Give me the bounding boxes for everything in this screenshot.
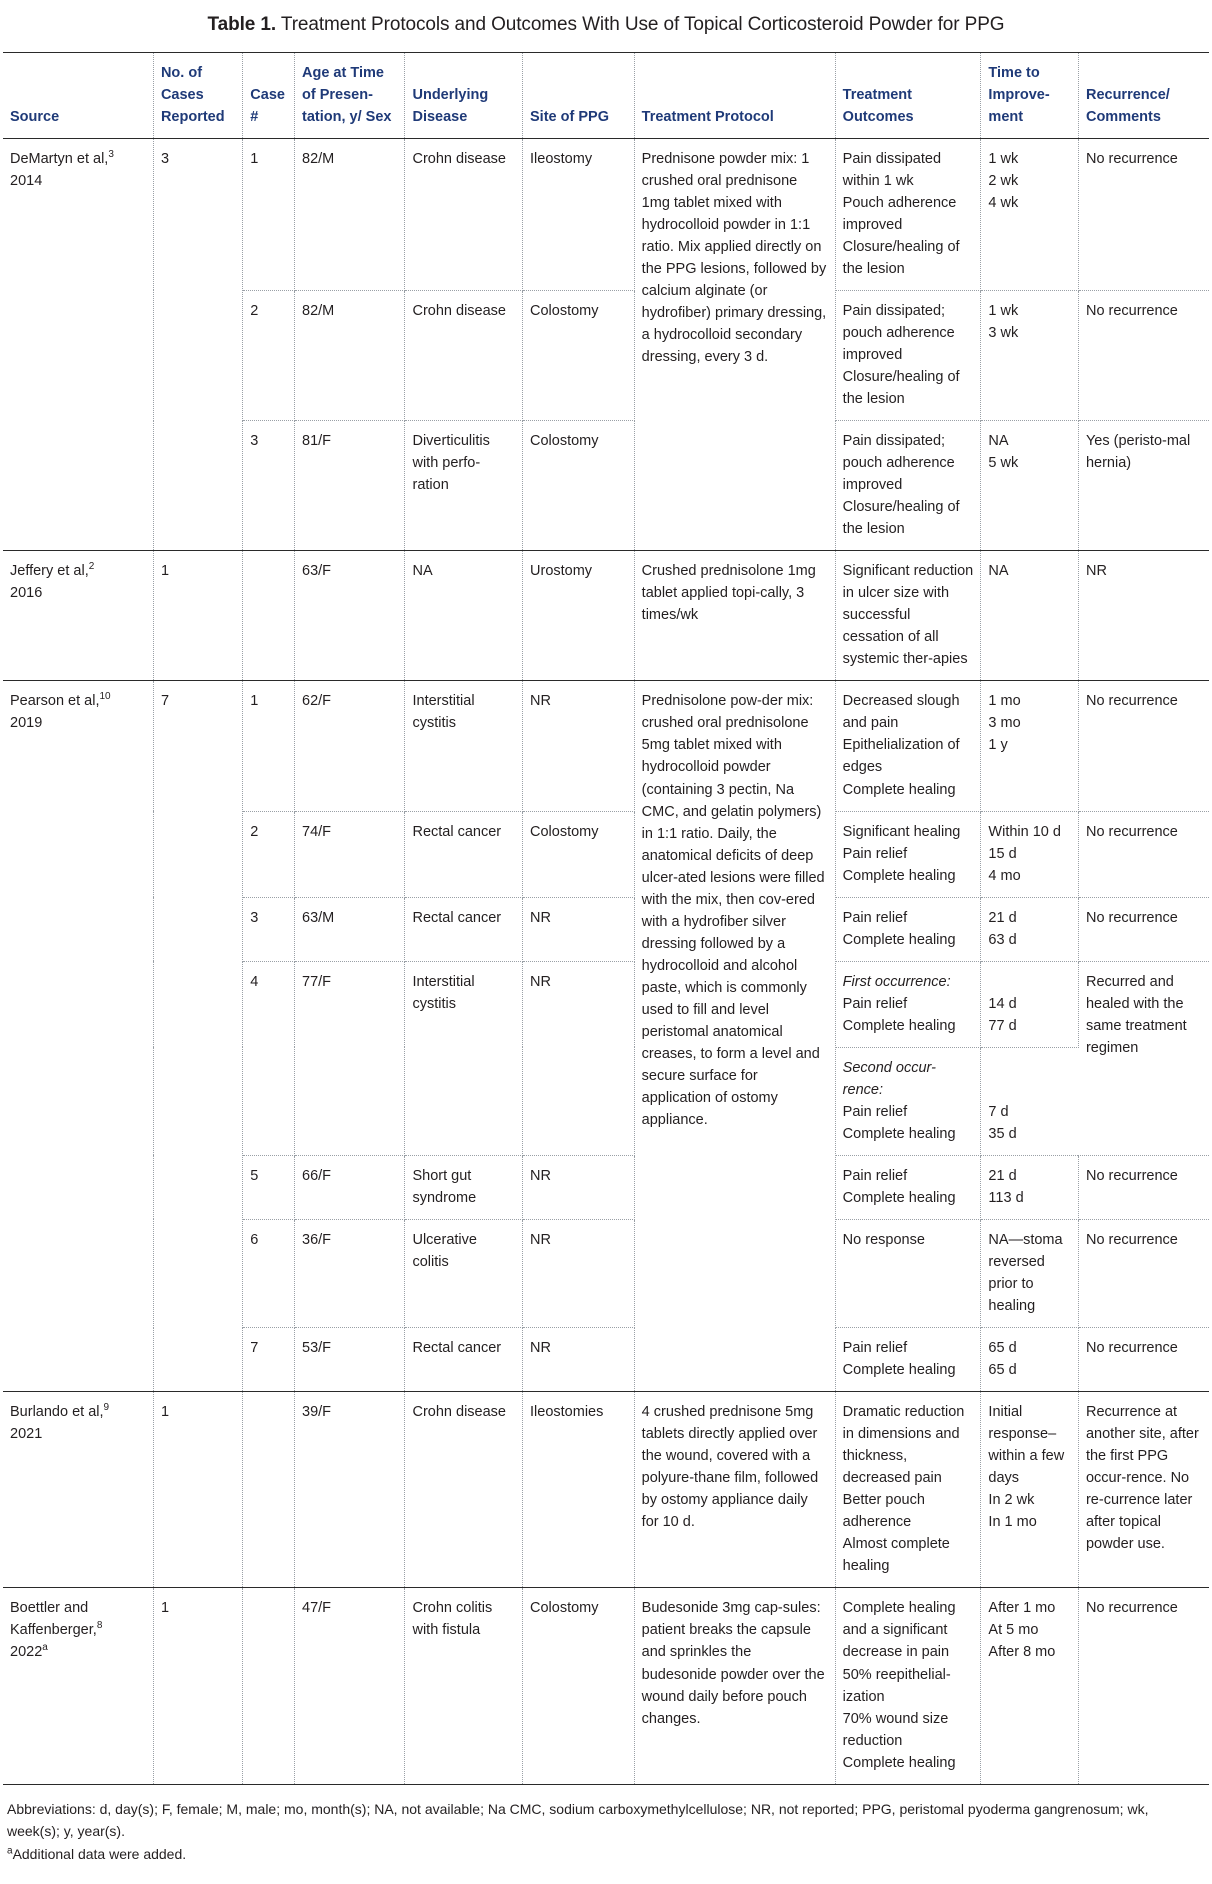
outcome-line: Complete healing (842, 1362, 956, 1379)
col-header-protocol: Treatment Protocol (634, 53, 835, 139)
case-number-value: 6 (250, 1231, 259, 1248)
cell-disease (405, 421, 523, 551)
time-line: After 8 mo (988, 1644, 1056, 1661)
table-row (3, 138, 1209, 290)
time-line: 113 d (988, 1189, 1024, 1206)
time-line: NA (988, 433, 1009, 450)
cell-case-number (243, 290, 295, 420)
time-line: 63 d (988, 931, 1017, 948)
source-reference: 10 (99, 691, 111, 703)
table-row (3, 1588, 1209, 1784)
cell-time (981, 1047, 1079, 1155)
source-name: DeMartyn et al,$^3$ (10, 148, 114, 167)
case-number-value: 1 (250, 150, 259, 167)
time-line: In 1 mo (988, 1514, 1037, 1531)
site-value: Ileostomy (530, 150, 593, 167)
disease-value: Rectal cancer (412, 909, 502, 926)
abbreviations-note: Abbreviations: d, day(s); F, female; M, male; mo, month(s); NA, not available; Na CMC, sodium carboxymethylcellulose; NR, not reported; PPG, peristomal pyoderma gangrenosum; wk, week(s); y, year(s). (7, 1800, 1149, 1840)
outcome-line: Pain dissipated within 1 wk (842, 150, 942, 189)
cell-disease (405, 1392, 523, 1588)
cell-no-cases (153, 1392, 242, 1588)
outcome-line: Pain relief (842, 1103, 908, 1120)
source-year-marker: a (42, 1642, 48, 1654)
cell-age-sex (295, 421, 405, 551)
cell-no-cases (153, 681, 242, 1392)
site-value: NR (530, 1167, 551, 1184)
cell-age-sex (295, 897, 405, 961)
case-number-value: 2 (250, 823, 259, 840)
source-reference: 9 (103, 1402, 110, 1414)
treatment-protocols-table (3, 53, 1209, 1784)
time-line: 1 wk (988, 302, 1019, 319)
source-year: 2021 (10, 1426, 43, 1443)
cell-case-number (243, 1155, 295, 1219)
cell-case-number (243, 551, 295, 681)
cell-time (981, 681, 1079, 811)
site-value: Colostomy (530, 1600, 599, 1617)
recurrence-value: No recurrence (1085, 823, 1178, 840)
cell-site (523, 811, 635, 897)
source-reference: 8 (96, 1620, 103, 1632)
table-body (3, 138, 1209, 1783)
cell-source (3, 681, 153, 1392)
outcome-line: Pain dissipated; pouch adherence improved (842, 433, 955, 494)
outcome-line: Pain relief (842, 909, 908, 926)
table-row (3, 681, 1209, 811)
disease-value: Rectal cancer (412, 1340, 502, 1357)
col-header-outcomes: Treatment Outcomes (835, 53, 981, 139)
outcome-line: 70% wound size reduction (842, 1710, 949, 1749)
recurrence-value: Yes (peristo-mal hernia) (1085, 433, 1191, 472)
cell-age-sex (295, 1588, 405, 1784)
time-line: 2 wk (988, 172, 1019, 189)
cell-site (523, 961, 635, 1155)
cell-outcomes (835, 290, 981, 420)
protocol-text: 4 crushed prednisone 5mg tablets directly applied over the wound, covered with a polyure-thane film, followed by ostomy appliance daily for 10 d. (641, 1404, 819, 1531)
outcome-line: Almost complete healing (842, 1536, 950, 1575)
no-cases-value: 1 (160, 1404, 170, 1421)
cell-case-number (243, 681, 295, 811)
outcome-line: Complete healing (842, 1189, 956, 1206)
age-sex-value: 39/F (302, 1404, 332, 1421)
cell-outcomes (835, 1155, 981, 1219)
col-header-disease: Underlying Disease (405, 53, 523, 139)
cell-time (981, 421, 1079, 551)
cell-protocol (634, 551, 835, 681)
outcome-line: Complete healing (842, 1754, 956, 1771)
site-value: NR (530, 693, 551, 710)
col-header-recurrence: Recurrence/ Comments (1085, 86, 1170, 125)
cell-site (523, 1219, 635, 1327)
time-line: 3 mo (988, 715, 1021, 732)
time-spacer (988, 1057, 1071, 1101)
cell-site (523, 1392, 635, 1588)
no-cases-value: 7 (160, 693, 170, 710)
col-header-no-cases: No. of Cases Reported (153, 53, 242, 139)
cell-site (523, 290, 635, 420)
cell-age-sex (295, 290, 405, 420)
protocol-text: Prednisone powder mix: 1 crushed oral prednisone 1mg tablet mixed with hydrocolloid powder in 1:1 ratio. Mix applied directly on the PPG lesions, followed by calcium alginate (or hydrofiber) primary dressing, a hydrocolloid secondary dressing, every 3 d. (641, 150, 827, 366)
cell-protocol (634, 1392, 835, 1588)
cell-recurrence (1078, 290, 1209, 420)
time-line: 4 mo (988, 867, 1021, 884)
cell-time (981, 138, 1079, 290)
cell-time (981, 290, 1079, 420)
cell-outcomes (835, 1219, 981, 1327)
cell-age-sex (295, 681, 405, 811)
cell-protocol (634, 681, 835, 1392)
cell-outcomes (835, 811, 981, 897)
table-title (0, 0, 1212, 52)
time-line: 1 y (988, 737, 1008, 754)
recurrence-value: No recurrence (1085, 693, 1178, 710)
time-line: In 2 wk (988, 1492, 1035, 1509)
age-sex-value: 62/F (302, 693, 332, 710)
protocol-text: Prednisolone pow-der mix: crushed oral prednisolone 5mg tablet mixed with hydrocolloid powder (containing 3 pectin, Na CMC, and gelatin polymers) in 1:1 ratio. Daily, the anatomical deficits of deep ulcer-ated lesions were filled with the mix, then cov-ered with a hydrofiber silver dressing followed by a hydrocolloid and alcohol paste, which is commonly used to fill and level peristomal anatomical creases, to form a level and secure surface for application of ostomy appliance. (641, 693, 825, 1128)
outcome-line: Complete healing (842, 781, 956, 798)
cell-disease (405, 138, 523, 290)
cell-site (523, 897, 635, 961)
source-year: 2019 (10, 715, 43, 732)
cell-no-cases (153, 138, 242, 551)
cell-disease (405, 1155, 523, 1219)
cell-disease (405, 897, 523, 961)
occurrence-label: First occurrence: (842, 973, 951, 990)
case-number-value: 5 (250, 1167, 259, 1184)
outcome-line: Epithelialization of edges (842, 737, 960, 776)
time-line: 7 d (988, 1103, 1009, 1120)
disease-value: Interstitial cystitis (412, 693, 475, 732)
col-header-site: Site of PPG (523, 53, 635, 139)
age-sex-value: 77/F (302, 973, 332, 990)
no-cases-value: 3 (160, 150, 170, 167)
cell-site (523, 421, 635, 551)
site-value: NR (530, 1340, 551, 1357)
source-name: Boettler and Kaffenberger,$^8$ (10, 1600, 103, 1639)
cell-case-number (243, 421, 295, 551)
cell-case-number (243, 811, 295, 897)
site-value: Ileostomies (530, 1404, 604, 1421)
recurrence-value: NR (1085, 563, 1107, 580)
cell-case-number (243, 1588, 295, 1784)
cell-recurrence (1078, 138, 1209, 290)
time-line: Initial response–within a few days (988, 1404, 1065, 1487)
cell-time (981, 1219, 1079, 1327)
cell-age-sex (295, 1155, 405, 1219)
outcome-line: Pouch adherence improved (842, 194, 957, 233)
cell-source (3, 1588, 153, 1784)
age-sex-value: 82/M (302, 302, 335, 319)
cell-no-cases (153, 1588, 242, 1784)
recurrence-value: No recurrence (1085, 1600, 1178, 1617)
cell-time (981, 551, 1079, 681)
cell-disease (405, 1588, 523, 1784)
outcome-line: 50% reepithelial-ization (842, 1666, 951, 1705)
table-header-row (3, 53, 1209, 139)
cell-site (523, 1588, 635, 1784)
cell-outcomes (835, 961, 981, 1047)
cell-outcomes (835, 551, 981, 681)
table-number: Table 1. (207, 14, 277, 35)
no-cases-value: 1 (160, 563, 170, 580)
age-sex-value: 63/F (302, 563, 332, 580)
cell-site (523, 551, 635, 681)
cell-source (3, 551, 153, 681)
cell-site (523, 1155, 635, 1219)
age-sex-value: 66/F (302, 1167, 332, 1184)
cell-case-number (243, 1219, 295, 1327)
cell-case-number (243, 961, 295, 1155)
cell-age-sex (295, 1328, 405, 1392)
cell-outcomes (835, 1047, 981, 1155)
time-line: 65 d (988, 1340, 1017, 1357)
time-line: NA—stoma reversed prior to healing (988, 1231, 1063, 1315)
outcome-line: Pain relief (842, 1167, 908, 1184)
disease-value: Interstitial cystitis (412, 973, 475, 1012)
cell-case-number (243, 1392, 295, 1588)
occurrence-label: Second occur-rence: (842, 1059, 936, 1098)
recurrence-value: No recurrence (1085, 909, 1178, 926)
protocol-text: Budesonide 3mg cap-sules: patient breaks the capsule and sprinkles the budesonide powder over the wound daily before pouch changes. (641, 1600, 825, 1727)
outcome-line: Better pouch adherence (842, 1492, 925, 1531)
outcome-line: Complete healing (842, 867, 956, 884)
time-line: 4 wk (988, 194, 1019, 211)
case-number-value: 7 (250, 1340, 259, 1357)
outcome-line: Complete healing and a significant decrease in pain (842, 1600, 956, 1661)
cell-time (981, 1328, 1079, 1392)
cell-recurrence (1078, 681, 1209, 811)
site-value: Urostomy (530, 563, 593, 580)
cell-recurrence (1078, 897, 1209, 961)
cell-recurrence (1078, 1588, 1209, 1784)
outcome-line: Complete healing (842, 1125, 956, 1142)
outcome-line: Pain relief (842, 845, 908, 862)
time-line: After 1 mo (988, 1600, 1056, 1617)
site-value: NR (530, 909, 551, 926)
source-year: 2016 (10, 585, 43, 602)
outcome-line: Complete healing (842, 1017, 956, 1034)
time-line: 1 mo (988, 693, 1021, 710)
time-line: 21 d (988, 1167, 1017, 1184)
cell-disease (405, 290, 523, 420)
cell-case-number (243, 1328, 295, 1392)
table-title-text: Treatment Protocols and Outcomes With Use of Topical Corticosteroid Powder for PPG (280, 14, 1005, 35)
disease-value: Diverticulitis with perfo-ration (412, 433, 490, 494)
cell-outcomes (835, 681, 981, 811)
cell-protocol (634, 1588, 835, 1784)
age-sex-value: 81/F (302, 433, 332, 450)
cell-disease (405, 681, 523, 811)
disease-value: Ulcerative colitis (412, 1231, 477, 1271)
age-sex-value: 74/F (302, 823, 332, 840)
cell-time (981, 897, 1079, 961)
cell-outcomes (835, 1588, 981, 1784)
outcome-line: No response (842, 1231, 925, 1248)
time-line: At 5 mo (988, 1622, 1039, 1639)
outcome-line: Significant reduction in ulcer size with successful cessation of all systemic ther-apies (842, 563, 974, 668)
cell-age-sex (295, 961, 405, 1155)
disease-value: NA (412, 563, 433, 580)
case-number-value: 2 (250, 302, 259, 319)
recurrence-value: Recurred and healed with the same treatment regimen (1085, 973, 1187, 1056)
col-header-case-num: Case # (243, 53, 295, 139)
age-sex-value: 47/F (302, 1600, 332, 1617)
disease-value: Crohn colitis with fistula (412, 1600, 493, 1639)
cell-source (3, 1392, 153, 1588)
outcome-line: Pain relief (842, 1340, 908, 1357)
cell-recurrence (1078, 1219, 1209, 1327)
disease-value: Rectal cancer (412, 823, 502, 840)
time-spacer (988, 971, 1071, 993)
outcome-line: Pain relief (842, 995, 908, 1012)
time-line: 77 d (988, 1017, 1017, 1034)
cell-age-sex (295, 1392, 405, 1588)
age-sex-value: 36/F (302, 1231, 332, 1248)
cell-source (3, 138, 153, 551)
cell-case-number (243, 138, 295, 290)
time-line: 15 d (988, 845, 1017, 862)
col-header-time: Time to Improve-ment (981, 53, 1079, 139)
table-row (3, 1392, 1209, 1588)
cell-time (981, 1392, 1079, 1588)
outcome-line: Pain dissipated; pouch adherence improved (842, 302, 955, 363)
case-number-value: 1 (250, 693, 259, 710)
col-header-age-sex: Age at Time of Presen-tation, y/ Sex (295, 53, 405, 139)
time-line: 21 d (988, 909, 1017, 926)
age-sex-value: 53/F (302, 1340, 332, 1357)
time-line: Within 10 d (988, 823, 1061, 840)
cell-outcomes (835, 138, 981, 290)
source-year: 2022$^a$ (10, 1642, 48, 1661)
disease-value: Crohn disease (412, 150, 506, 167)
cell-outcomes (835, 897, 981, 961)
disease-value: Crohn disease (412, 302, 506, 319)
outcome-line: Closure/healing of the lesion (842, 369, 960, 408)
site-value: Colostomy (530, 433, 599, 450)
no-cases-value: 1 (160, 1600, 170, 1617)
time-line: 1 wk (988, 150, 1019, 167)
disease-value: Crohn disease (412, 1404, 506, 1421)
site-value: Colostomy (530, 823, 599, 840)
cell-time (981, 1155, 1079, 1219)
outcome-line: Complete healing (842, 931, 956, 948)
case-number-value: 3 (250, 433, 259, 450)
source-name: Jeffery et al,$^2$ (10, 561, 95, 580)
footnote-marker: a (7, 1845, 13, 1857)
age-sex-value: 63/M (302, 909, 335, 926)
cell-outcomes (835, 1328, 981, 1392)
recurrence-value: No recurrence (1085, 1167, 1178, 1184)
cell-recurrence (1078, 1392, 1209, 1588)
cell-no-cases (153, 551, 242, 681)
cell-outcomes (835, 1392, 981, 1588)
outcome-line: Closure/healing of the lesion (842, 238, 960, 277)
cell-disease (405, 551, 523, 681)
time-line: 14 d (988, 995, 1017, 1012)
cell-disease (405, 961, 523, 1155)
disease-value: Short gut syndrome (412, 1167, 477, 1206)
cell-site (523, 681, 635, 811)
footnote-text: Additional data were added. (12, 1846, 187, 1863)
source-reference: 2 (88, 561, 95, 573)
recurrence-value: No recurrence (1085, 150, 1178, 167)
cell-age-sex (295, 138, 405, 290)
cell-age-sex (295, 551, 405, 681)
time-line: 65 d (988, 1362, 1017, 1379)
cell-recurrence (1078, 811, 1209, 897)
cell-disease (405, 1328, 523, 1392)
site-value: NR (530, 1231, 551, 1248)
cell-protocol (634, 138, 835, 551)
cell-disease (405, 1219, 523, 1327)
cell-disease (405, 811, 523, 897)
age-sex-value: 82/M (302, 150, 335, 167)
cell-age-sex (295, 811, 405, 897)
case-number-value: 4 (250, 973, 259, 990)
recurrence-value: Recurrence at another site, after the first PPG occur-rence. No re-currence later after topical powder use. (1085, 1404, 1199, 1553)
additional-note (7, 1843, 1205, 1866)
site-value: Colostomy (530, 302, 599, 319)
site-value: NR (530, 973, 551, 990)
cell-recurrence (1078, 961, 1209, 1155)
cell-age-sex (295, 1219, 405, 1327)
cell-time (981, 811, 1079, 897)
table-footnotes (3, 1785, 1209, 1876)
source-year: 2014 (10, 172, 43, 189)
time-line: NA (988, 563, 1009, 580)
cell-time (981, 1588, 1079, 1784)
outcome-line: Closure/healing of the lesion (842, 499, 960, 538)
recurrence-value: No recurrence (1085, 1231, 1178, 1248)
cell-site (523, 138, 635, 290)
protocol-text: Crushed prednisolone 1mg tablet applied topi-cally, 3 times/wk (641, 563, 816, 624)
cell-recurrence (1078, 421, 1209, 551)
recurrence-value: No recurrence (1085, 302, 1178, 319)
table-row (3, 551, 1209, 681)
time-line: 3 wk (988, 324, 1019, 341)
recurrence-value: No recurrence (1085, 1340, 1178, 1357)
source-name: Pearson et al,$^{10}$ (10, 691, 111, 710)
source-reference: 3 (108, 148, 114, 160)
case-number-value: 3 (250, 909, 259, 926)
cell-time (981, 961, 1079, 1047)
time-line: 5 wk (988, 455, 1019, 472)
col-header-source: Source (3, 53, 153, 139)
outcome-line: Significant healing (842, 823, 961, 840)
cell-case-number (243, 897, 295, 961)
outcome-line: Decreased slough and pain (842, 693, 960, 732)
cell-recurrence (1078, 551, 1209, 681)
source-name: Burlando et al,$^9$ (10, 1402, 110, 1421)
outcome-line: Dramatic reduction in dimensions and thickness, decreased pain (842, 1404, 965, 1487)
cell-recurrence (1078, 1328, 1209, 1392)
cell-recurrence (1078, 1155, 1209, 1219)
cell-site (523, 1328, 635, 1392)
time-line: 35 d (988, 1125, 1017, 1142)
cell-outcomes (835, 421, 981, 551)
